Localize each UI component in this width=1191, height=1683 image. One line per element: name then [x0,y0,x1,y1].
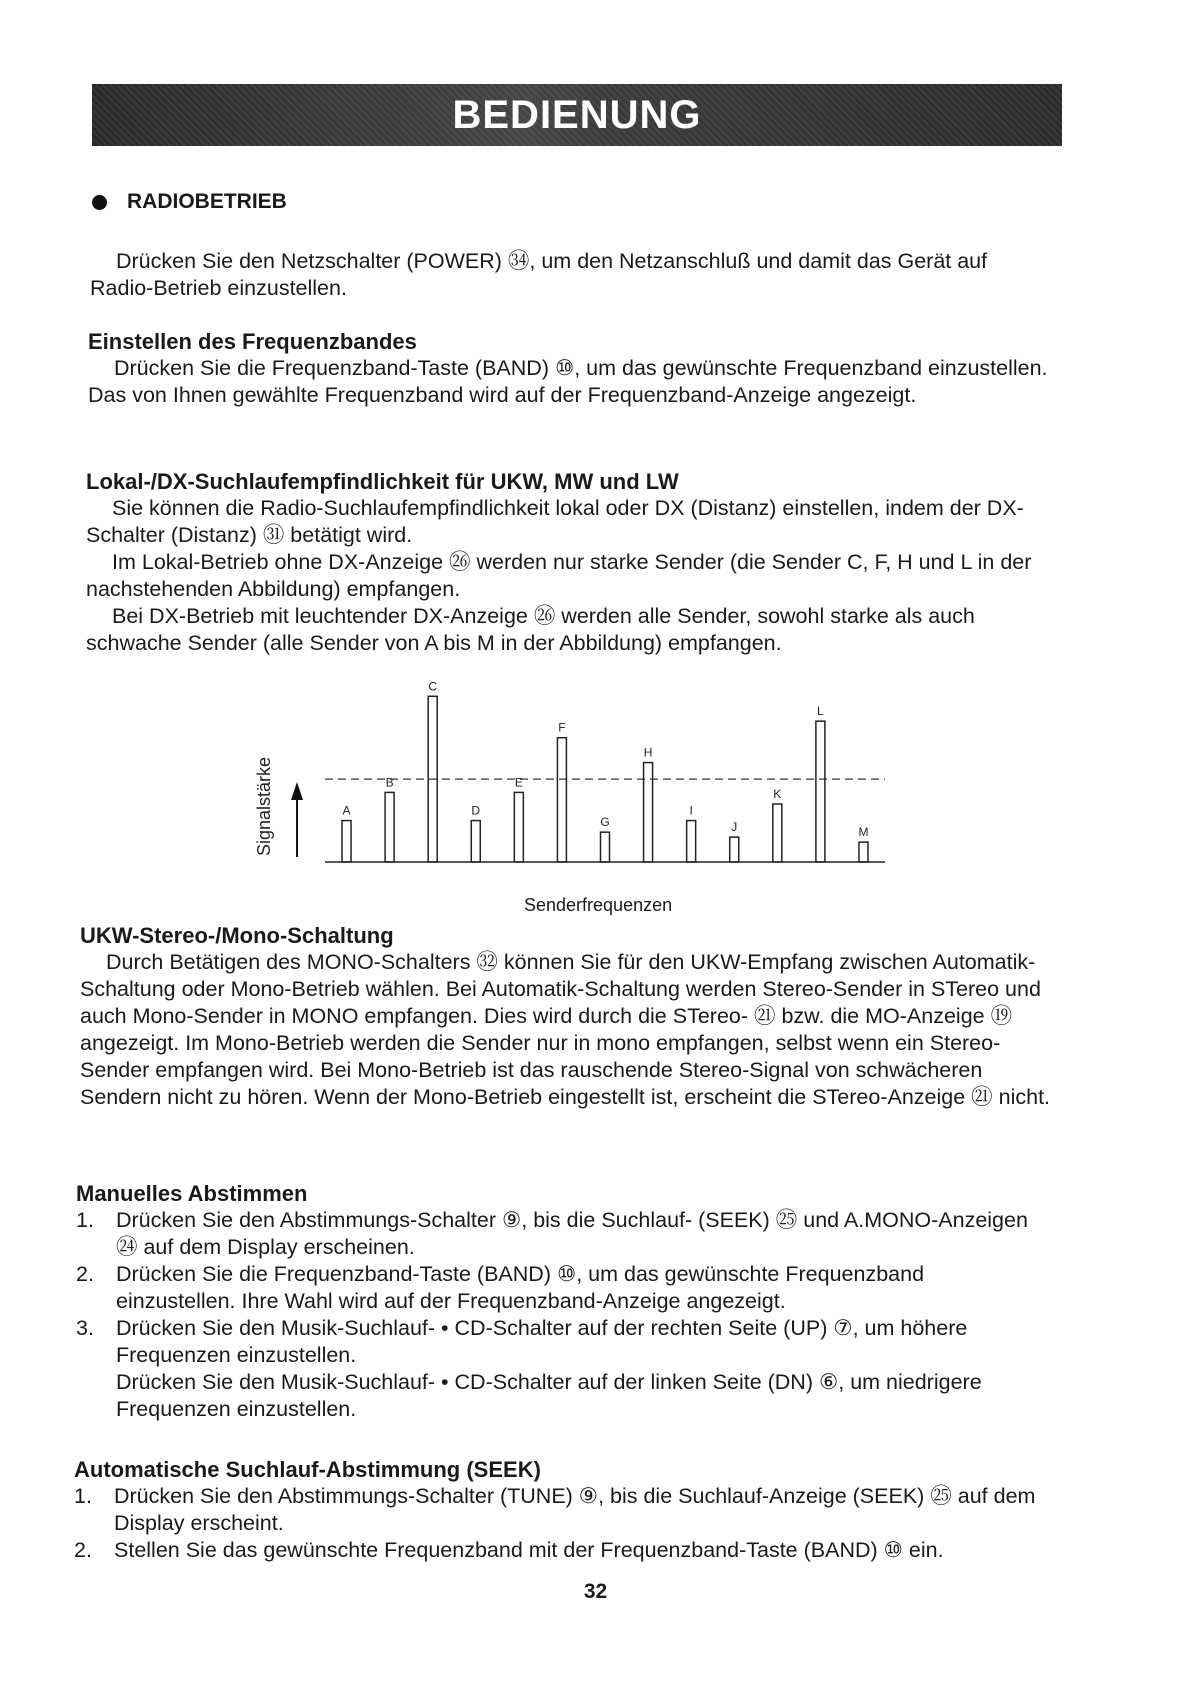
chart-bar-L [816,721,825,862]
dx-heading: Lokal-/DX-Suchlaufempfindlichkeit für UKW, MW und LW [86,469,679,494]
manual-block [76,1180,1036,1423]
bar-label-C: C [428,679,438,694]
seek-list [74,1483,1064,1564]
list-item: 2. Stellen Sie das gewünschte Frequenzband mit der Frequenzband-Taste (BAND) ⑩ ein. [74,1538,944,1562]
chart-xlabel: Senderfrequenzen [524,895,673,915]
chart-bar-F [557,738,566,862]
chart-bar-H [644,763,653,862]
section-heading [92,190,287,214]
intro-text: Drücken Sie den Netzschalter (POWER) ㉞, um den Netzanschluß und damit das Gerät auf Radio-Betrieb einzustellen. [90,249,988,300]
dx-block [86,468,1051,657]
stereo-block [80,922,1060,1111]
page-title: BEDIENUNG [452,92,702,137]
bar-label-G: G [600,815,610,830]
bar-label-A: A [342,803,351,818]
chart-bar-I [687,821,696,862]
chart-bar-G [601,832,610,862]
bar-label-I: I [689,803,693,818]
band-heading: Einstellen des Frequenzbandes [88,329,417,354]
list-item: 1. Drücken Sie den Abstimmungs-Schalter (TUNE) ⑨, bis die Suchlauf-Anzeige (SEEK) ㉕ auf dem Display erscheint. [74,1484,1036,1535]
chart-bar-D [471,821,480,862]
list-item: 1. Drücken Sie den Abstimmungs-Schalter ⑨, bis die Suchlauf- (SEEK) ㉕ und A.MONO-Anzeigen ㉔ auf dem Display erscheinen. [76,1208,1028,1259]
list-item: 2. Drücken Sie die Frequenzband-Taste (BAND) ⑩, um das gewünschte Frequenzband einzustellen. Ihre Wahl wird auf der Frequenzband-Anzeige angezeigt. [76,1262,925,1313]
manual-heading: Manuelles Abstimmen [76,1181,308,1206]
bullet-icon [92,195,107,210]
band-block [88,328,1048,409]
band-text: Drücken Sie die Frequenzband-Taste (BAND) ⑩, um das gewünschte Frequenzband einzustellen. Das von Ihnen gewählte Frequenzband wird auf der Frequenzband-Anzeige angezeigt. [88,356,1048,407]
bar-label-F: F [558,720,566,735]
bar-label-E: E [514,775,523,790]
signal-chart [240,670,900,910]
chart-bar-E [514,792,523,862]
seek-block [74,1456,1064,1564]
bar-label-B: B [385,775,394,790]
chart-bar-K [773,804,782,862]
chart-bar-A [342,821,351,862]
chart-ylabel: Signalstärke [254,756,274,856]
bar-label-M: M [858,825,869,840]
dx-text-1: Sie können die Radio-Suchlaufempfindlichkeit lokal oder DX (Distanz) einstellen, indem der DX-Schalter (Distanz) ㉛ betätigt wird. [86,496,1024,547]
seek-heading: Automatische Suchlauf-Abstimmung (SEEK) [74,1457,541,1482]
dx-text-2: Im Lokal-Betrieb ohne DX-Anzeige ㉖ werden nur starke Sender (die Sender C, F, H und L in der nachstehenden Abbildung) empfangen. [86,550,1032,601]
bar-label-H: H [643,745,653,760]
stereo-text: Durch Betätigen des MONO-Schalters ㉜ können Sie für den UKW-Empfang zwischen Automatik-Schaltung oder Mono-Betrieb wählen. Bei Automatik-Schaltung werden Stereo-Sender in STereo und auch Mono-Sender in MONO empfangen. Dies wird durch die STereo- ㉑ bzw. die MO-Anzeige ⑲ angezeigt. Im Mono-Betrieb werden die Sender nur in mono empfangen, selbst wenn ein Stereo-Sender empfangen wird. Bei Mono-Betrieb ist das rauschende Stereo-Signal von schwächeren Sendern nicht zu hören. Wenn der Mono-Betrieb eingestellt ist, erscheint die STereo-Anzeige ㉑ nicht. [80,950,1051,1109]
bar-label-D: D [471,803,481,818]
bar-label-J: J [731,820,738,835]
intro-block [90,248,1050,302]
bar-label-K: K [773,787,782,801]
dx-text-3: Bei DX-Betrieb mit leuchtender DX-Anzeige ㉖ werden alle Sender, sowohl starke als auch schwache Sender (alle Sender von A bis M in der Abbildung) empfangen. [86,604,975,655]
list-item: 3. Drücken Sie den Musik-Suchlauf- • CD-Schalter auf der rechten Seite (UP) ⑦, um höhere Frequenzen einzustellen. Drücken Sie den Musik-Suchlauf- • CD-Schalter auf der linken Seite (DN) ⑥, um niedrigere Frequenzen einzustellen. [76,1316,982,1421]
chart-bar-B [385,792,394,862]
manual-list [76,1207,1036,1423]
bar-label-L: L [817,704,824,719]
chart-bar-M [859,842,868,862]
section-title: RADIOBETRIEB [127,190,287,213]
chart-bar-J [730,837,739,862]
y-arrow-head [291,782,303,800]
header-banner [92,84,1062,146]
page-number: 32 [583,1580,608,1603]
stereo-heading: UKW-Stereo-/Mono-Schaltung [80,923,394,948]
